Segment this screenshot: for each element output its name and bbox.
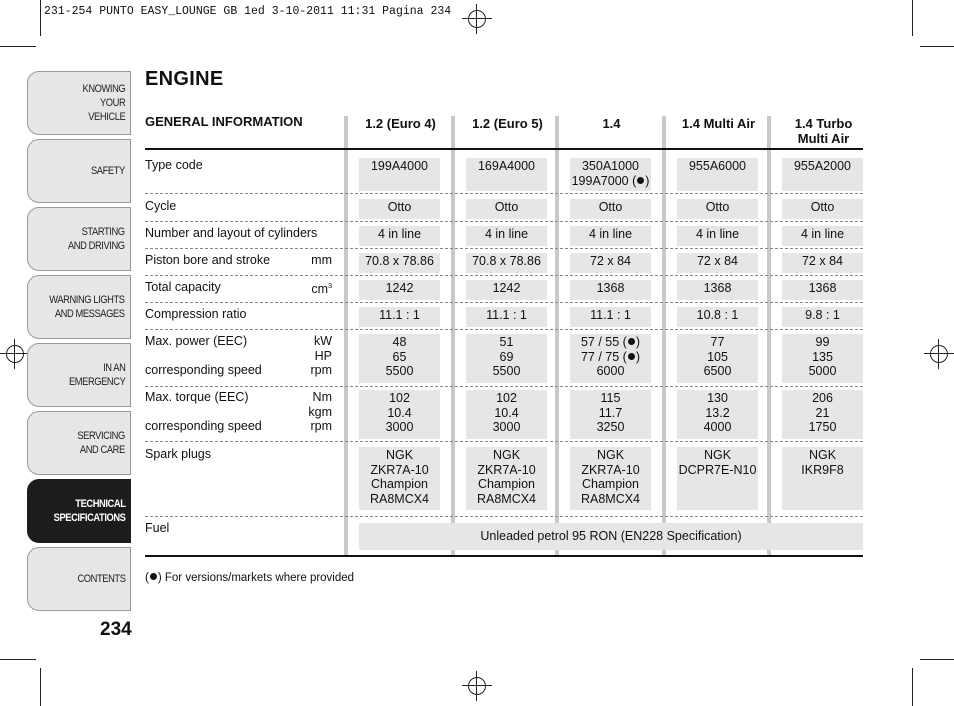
cell-value: 4 in line xyxy=(377,227,422,241)
sidebar-tab-technical-specifications[interactable]: TECHNICAL SPECIFICATIONS xyxy=(27,479,131,543)
print-header: 231-254 PUNTO EASY_LOUNGE GB 1ed 3-10-2011 11:31 Pagina 234 xyxy=(44,5,452,18)
cell-value: 955A6000 xyxy=(688,159,746,173)
row-unit: Nm xyxy=(312,390,332,404)
cell-value: 1368 xyxy=(596,281,625,295)
cell-value: 99 135 5000 xyxy=(808,335,837,378)
cell-value: NGK IKR9F8 xyxy=(801,448,844,477)
row-divider xyxy=(145,441,863,442)
row-label: Piston bore and stroke xyxy=(145,253,271,267)
registration-mark xyxy=(462,4,492,34)
row-divider xyxy=(145,302,863,303)
row-label: Max. power (EEC) xyxy=(145,334,248,348)
bullet-dot xyxy=(628,338,635,345)
footnote-text: ( ) For versions/markets where provided xyxy=(145,572,355,584)
crop-mark xyxy=(920,46,954,47)
row-label: Type code xyxy=(145,158,203,172)
cell-value: 57 / 55 ( ) 77 / 75 ( ) 6000 xyxy=(580,335,641,378)
cell-value: 70.8 x 78.86 xyxy=(472,254,541,268)
cell-value: 169A4000 xyxy=(477,159,535,173)
cell-value: 115 11.7 3250 xyxy=(596,391,625,434)
cell-value: 11.1 : 1 xyxy=(486,308,527,322)
row-divider xyxy=(145,329,863,330)
cell-value: 11.1 : 1 xyxy=(590,308,631,322)
column-header: 1.4 xyxy=(602,116,621,131)
row-divider xyxy=(145,221,863,222)
cell-value: NGK ZKR7A-10 Champion RA8MCX4 xyxy=(369,448,430,506)
cell-value: 4 in line xyxy=(800,227,845,241)
cell-value: 77 105 6500 xyxy=(703,335,732,378)
table-corner-header: GENERAL INFORMATION xyxy=(145,114,303,129)
row-unit: $cm^3$ xyxy=(311,282,332,297)
column-header: 1.2 (Euro 4) xyxy=(365,116,436,131)
column-header: 1.4 Turbo Multi Air xyxy=(794,116,853,146)
cell-value: 1368 xyxy=(703,281,732,295)
sidebar-tab-knowing-your-vehicle[interactable]: KNOWING YOUR VEHICLE xyxy=(27,71,131,135)
crop-mark xyxy=(912,0,913,36)
header-rule xyxy=(145,148,863,150)
row-label: Cycle xyxy=(145,199,177,213)
column-separator xyxy=(451,116,455,556)
row-label: Compression ratio xyxy=(145,307,247,321)
cell-value: NGK DCPR7E-N10 xyxy=(678,448,757,477)
sidebar-tab-warning-lights[interactable]: WARNING LIGHTS AND MESSAGES xyxy=(27,275,131,339)
cell-value: 130 13.2 4000 xyxy=(703,391,732,434)
cell-value: 4 in line xyxy=(588,227,633,241)
sidebar-tab-contents[interactable]: CONTENTS xyxy=(27,547,131,611)
cell-value: 72 x 84 xyxy=(589,254,631,268)
cell-value: NGK ZKR7A-10 Champion RA8MCX4 xyxy=(476,448,537,506)
cell-value: 955A2000 xyxy=(793,159,851,173)
sidebar-tab-servicing-and-care[interactable]: SERVICING AND CARE xyxy=(27,411,131,475)
cell-value: 102 10.4 3000 xyxy=(385,391,414,434)
cell-value: 4 in line xyxy=(695,227,740,241)
row-unit: kgm xyxy=(308,404,332,419)
cell-value: 206 21 1750 xyxy=(808,391,837,434)
cell-value: 1242 xyxy=(385,281,414,295)
cell-value: Otto xyxy=(810,200,835,214)
row-divider xyxy=(145,386,863,387)
cell-value: 4 in line xyxy=(484,227,529,241)
row-divider xyxy=(145,516,863,517)
crop-mark xyxy=(0,46,36,47)
row-divider xyxy=(145,248,863,249)
sidebar-tab-safety[interactable]: SAFETY xyxy=(27,139,131,203)
cell-value: Otto xyxy=(494,200,519,214)
row-unit: kW xyxy=(313,334,332,348)
cell-value: 350A1000 199A7000 ( ) xyxy=(571,159,650,188)
row-label: Fuel xyxy=(145,521,170,535)
bullet-dot xyxy=(150,573,157,580)
column-separator xyxy=(344,116,348,556)
row-label: corresponding speed xyxy=(145,419,262,433)
cell-value: 1242 xyxy=(492,281,521,295)
cell-value: 72 x 84 xyxy=(801,254,843,268)
row-label: Spark plugs xyxy=(145,447,212,461)
row-unit: mm xyxy=(311,253,332,267)
cell-value: NGK ZKR7A-10 Champion RA8MCX4 xyxy=(580,448,641,506)
registration-mark xyxy=(924,339,954,369)
page-number: 234 xyxy=(100,619,132,640)
column-header: 1.4 Multi Air xyxy=(681,116,756,131)
crop-mark xyxy=(40,668,41,706)
crop-mark xyxy=(912,668,913,706)
cell-value: 70.8 x 78.86 xyxy=(365,254,434,268)
cell-value: 199A4000 xyxy=(370,159,428,173)
row-unit: HP xyxy=(314,348,332,363)
cell-value: Otto xyxy=(387,200,412,214)
section-title: ENGINE xyxy=(145,68,224,90)
bullet-dot xyxy=(637,177,644,184)
row-divider xyxy=(145,193,863,194)
row-unit: rpm xyxy=(310,419,332,433)
row-label: Total capacity xyxy=(145,280,221,294)
cell-value: 10.8 : 1 xyxy=(696,308,739,322)
crop-mark xyxy=(920,659,954,660)
cell-value: 1368 xyxy=(808,281,837,295)
registration-mark xyxy=(462,671,492,701)
column-separator xyxy=(662,116,666,556)
cell-value: 72 x 84 xyxy=(696,254,738,268)
fuel-value: Unleaded petrol 95 RON (EN228 Specification) xyxy=(480,529,742,543)
cell-value: 48 65 5500 xyxy=(385,335,414,378)
cell-value: Otto xyxy=(598,200,623,214)
cell-value: 51 69 5500 xyxy=(492,335,521,378)
registration-mark xyxy=(0,339,30,369)
crop-mark xyxy=(0,659,36,660)
crop-mark xyxy=(40,0,41,36)
row-unit: rpm xyxy=(310,363,332,377)
row-label: Number and layout of cylinders xyxy=(145,226,318,240)
column-header: 1.2 (Euro 5) xyxy=(472,116,543,131)
footnote xyxy=(145,572,354,584)
row-label: corresponding speed xyxy=(145,363,262,377)
bullet-dot xyxy=(628,353,635,360)
cell-value: Otto xyxy=(705,200,730,214)
cell-value: 11.1 : 1 xyxy=(379,308,420,322)
row-divider xyxy=(145,275,863,276)
sidebar-tab-in-an-emergency[interactable]: IN AN EMERGENCY xyxy=(27,343,131,407)
cell-value: 9.8 : 1 xyxy=(805,308,840,322)
table-bottom-rule xyxy=(145,555,863,557)
sidebar-tab-starting-and-driving[interactable]: STARTING AND DRIVING xyxy=(27,207,131,271)
cell-value: 102 10.4 3000 xyxy=(492,391,521,434)
row-label: Max. torque (EEC) xyxy=(145,390,249,404)
